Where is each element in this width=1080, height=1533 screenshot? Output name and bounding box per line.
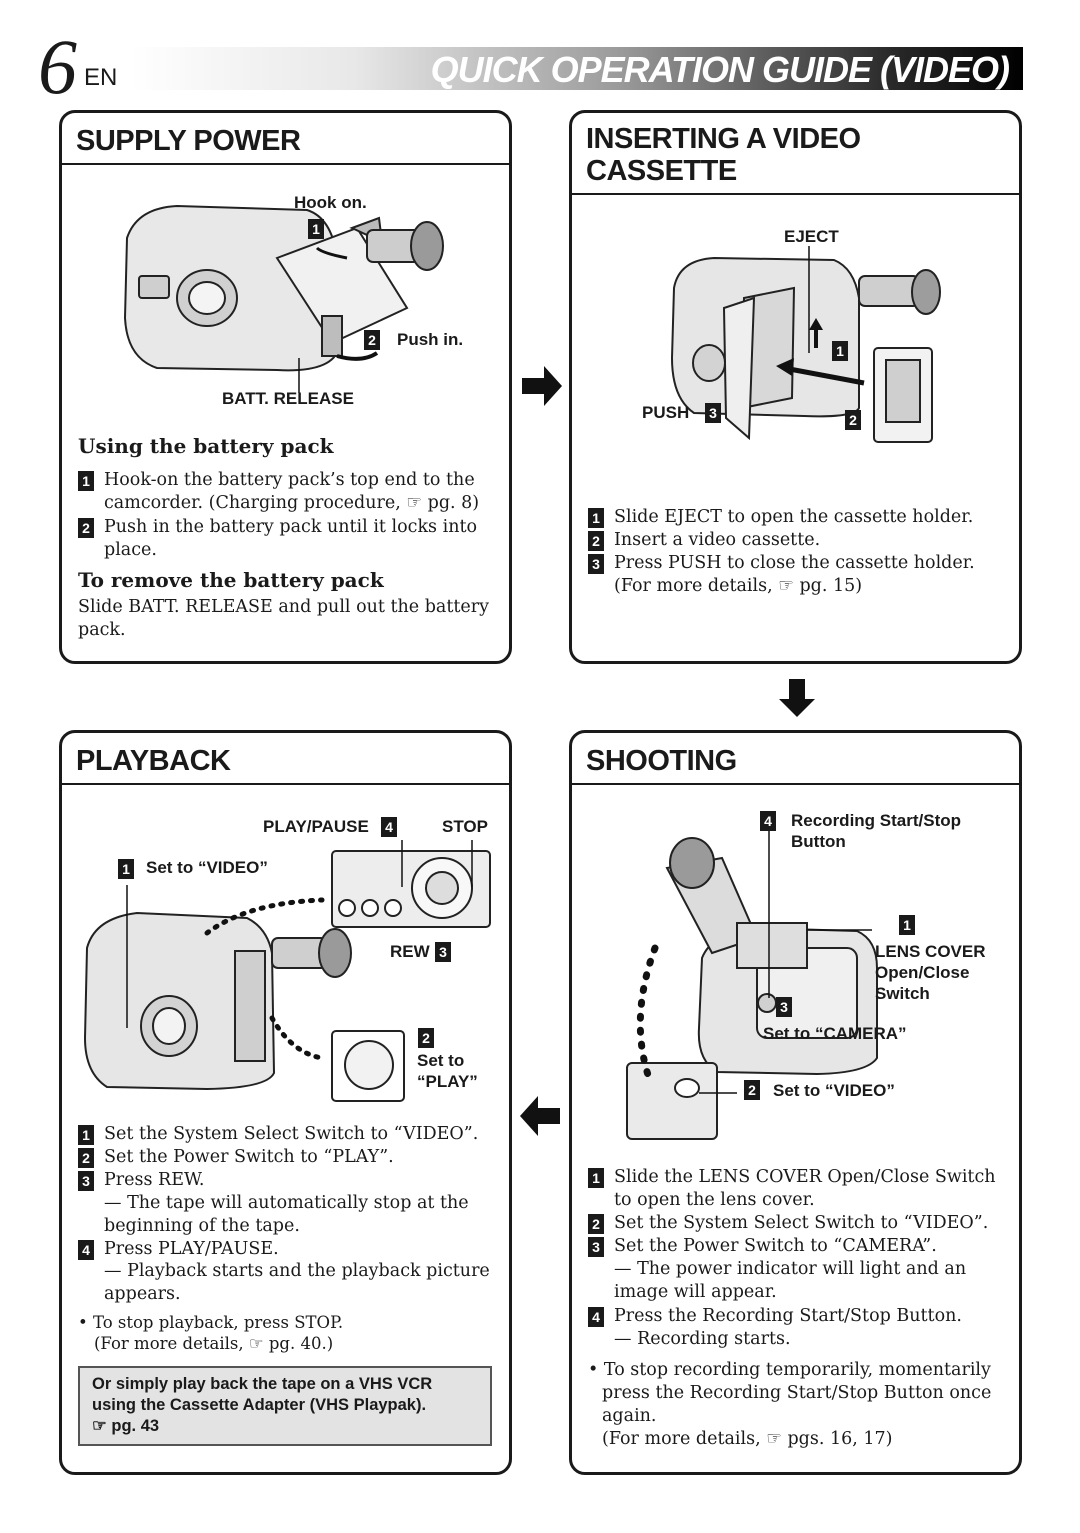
stop-recording-bullet: • To stop recording temporarily, momentarily press the Recording Start/Stop Button once again.: [588, 1360, 992, 1426]
step-badge-1: 1: [118, 859, 134, 879]
recording-button-label-2: Button: [791, 832, 846, 851]
step-text: Slide the LENS COVER Open/Close Switch to open the lens cover.: [614, 1167, 996, 1210]
step-badge-1: 1: [832, 341, 848, 361]
cassette-title-line1: INSERTING A VIDEO: [586, 123, 861, 155]
step-text: Slide EJECT to open the cassette holder.: [614, 507, 974, 527]
list-item: [588, 1305, 1008, 1328]
step-badge-3: 3: [435, 942, 451, 962]
step-badge-2: 2: [845, 410, 861, 430]
set-camera-label: Set to “CAMERA”: [763, 1024, 907, 1043]
step-text: Hook-on the battery pack’s top end to the camcorder. (Charging procedure, ☞ pg. 8): [104, 470, 480, 513]
arrow-down-icon: [777, 677, 817, 719]
step-badge: 4: [78, 1240, 94, 1260]
set-to-label: Set to: [417, 1051, 465, 1070]
step-text: Press PUSH to close the cassette holder. (For more details, ☞ pg. 15): [614, 553, 975, 596]
step-badge-3: 3: [705, 403, 721, 423]
eject-label: EJECT: [784, 227, 839, 246]
hook-on-label: Hook on.: [294, 193, 367, 212]
more-details-text: (For more details, ☞ pgs. 16, 17): [602, 1429, 893, 1449]
step-badge: 2: [588, 531, 604, 551]
note-page-ref: ☞ pg. 43: [92, 1417, 160, 1435]
page-title: QUICK OPERATION GUIDE (VIDEO): [430, 49, 1009, 90]
step-text: Insert a video cassette.: [614, 530, 821, 550]
step-text: Press the Recording Start/Stop Button.: [614, 1306, 962, 1326]
page-number: 6: [38, 23, 77, 110]
step-badge-2: 2: [364, 330, 380, 350]
list-item: [78, 1169, 498, 1192]
step-badge-4: 4: [381, 817, 397, 837]
supply-power-panel: [59, 110, 512, 664]
rew-label: REW: [390, 942, 430, 961]
using-battery-heading: Using the battery pack: [78, 434, 334, 458]
step-badge-1: 1: [899, 915, 915, 935]
step-note: — Playback starts and the playback picture appears.: [104, 1261, 490, 1304]
list-item: [78, 469, 498, 515]
step-badge-2: 2: [744, 1080, 760, 1100]
list-item: [78, 1146, 498, 1169]
list-item: [588, 506, 1008, 529]
step-text: Set the Power Switch to “CAMERA”.: [614, 1236, 937, 1256]
stop-label: STOP: [442, 817, 488, 836]
step-badge: 1: [78, 1125, 94, 1145]
play-pause-label: PLAY/PAUSE: [263, 817, 369, 836]
batt-release-label: BATT. RELEASE: [222, 389, 354, 408]
camcorder-battery-illustration: [117, 198, 417, 398]
stop-playback-bullet: • To stop playback, press STOP.: [78, 1313, 344, 1332]
list-item: [588, 1212, 1008, 1235]
step-badge-1: 1: [308, 219, 324, 239]
step-badge: 1: [78, 471, 94, 491]
step-text: Push in the battery pack until it locks into place.: [104, 517, 478, 560]
supply-power-title: SUPPLY POWER: [76, 125, 301, 157]
note-line: Or simply play back the tape on a VHS VCR: [92, 1375, 433, 1393]
vhs-playpak-note: [78, 1366, 492, 1446]
playback-title: PLAYBACK: [76, 745, 231, 777]
lens-cover-label: LENS COVER: [875, 942, 986, 961]
step-badge: 4: [588, 1307, 604, 1327]
set-video-label: Set to “VIDEO”: [146, 858, 268, 877]
list-item: [78, 516, 498, 562]
step-text: Set the System Select Switch to “VIDEO”.: [104, 1124, 479, 1144]
arrow-left-icon: [518, 1094, 562, 1138]
list-item: [588, 1166, 1008, 1212]
play-label: “PLAY”: [417, 1072, 478, 1091]
step-badge: 3: [588, 1237, 604, 1257]
list-item: [588, 1235, 1008, 1258]
list-item: [588, 552, 1008, 598]
playback-panel: [59, 730, 512, 1475]
note-line: using the Cassette Adapter (VHS Playpak).: [92, 1396, 427, 1414]
language-code: EN: [84, 64, 118, 91]
step-badge: 2: [588, 1214, 604, 1234]
title-rule: [62, 783, 509, 785]
remove-battery-text: Slide BATT. RELEASE and pull out the battery pack.: [78, 597, 490, 640]
shooting-title: SHOOTING: [586, 745, 737, 777]
step-note: — The tape will automatically stop at the beginning of the tape.: [104, 1193, 469, 1236]
step-note: — The power indicator will light and an image will appear.: [614, 1259, 967, 1302]
step-badge: 2: [78, 1148, 94, 1168]
title-rule: [572, 783, 1019, 785]
step-text: Set the System Select Switch to “VIDEO”.: [614, 1213, 989, 1233]
step-badge: 2: [78, 518, 94, 538]
title-rule: [572, 193, 1019, 195]
title-rule: [62, 163, 509, 165]
set-video-label: Set to “VIDEO”: [773, 1081, 895, 1100]
step-badge-3: 3: [776, 997, 792, 1017]
step-badge: 1: [588, 508, 604, 528]
cassette-insert-illustration: [664, 248, 944, 458]
step-badge: 1: [588, 1168, 604, 1188]
step-badge-4: 4: [760, 811, 776, 831]
step-text: Set the Power Switch to “PLAY”.: [104, 1147, 394, 1167]
list-item: [78, 1238, 498, 1261]
shooting-panel: [569, 730, 1022, 1475]
more-details-text: (For more details, ☞ pg. 40.): [94, 1334, 334, 1353]
push-label: PUSH: [642, 403, 690, 422]
push-in-label: Push in.: [397, 330, 464, 349]
cassette-title-line2: CASSETTE: [586, 155, 737, 187]
step-badge: 3: [78, 1171, 94, 1191]
step-badge-2: 2: [418, 1028, 434, 1048]
step-text: Press REW.: [104, 1170, 205, 1190]
insert-cassette-panel: [569, 110, 1022, 664]
switch-label: Switch: [875, 984, 930, 1003]
recording-button-label: Recording Start/Stop: [791, 811, 962, 830]
open-close-label: Open/Close: [875, 963, 970, 982]
remove-battery-heading: To remove the battery pack: [78, 568, 384, 592]
arrow-right-icon: [520, 364, 564, 408]
step-badge: 3: [588, 554, 604, 574]
list-item: [588, 529, 1008, 552]
list-item: [78, 1123, 498, 1146]
step-note: — Recording starts.: [614, 1329, 791, 1349]
title-bar: [130, 47, 1023, 90]
step-text: Press PLAY/PAUSE.: [104, 1239, 279, 1259]
